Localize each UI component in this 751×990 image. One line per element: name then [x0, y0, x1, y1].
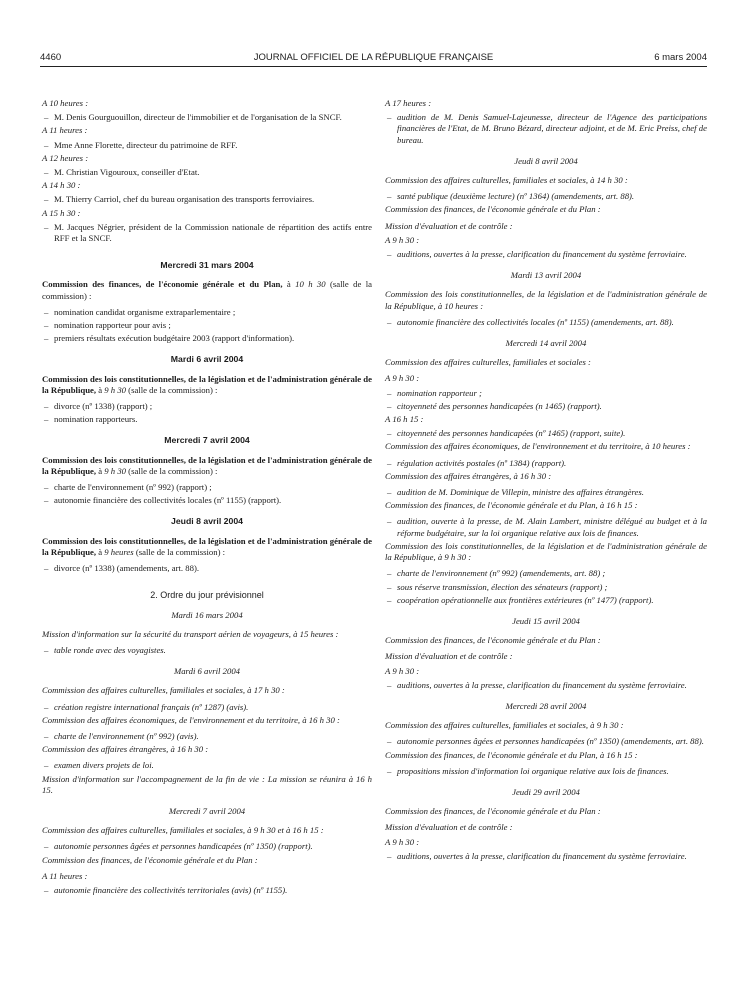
commission-name: Commission des finances, de l'économie générale et du Plan,: [42, 279, 283, 290]
meeting-time: 9 heures: [104, 546, 134, 557]
meeting-time: A 9 h 30 :: [385, 665, 420, 676]
page-number: 4460: [40, 52, 62, 63]
body-title: Commission des lois constitutionnelles, de la législation et de l'administration générale de la République, à 9 h 30 :: [385, 540, 707, 563]
commission-line: [42, 279, 372, 301]
meeting-time: A 9 h 30 :: [385, 836, 420, 847]
hearing-item: – Mme Anne Florette, directeur du patrimoine de RFF.: [42, 140, 372, 151]
body-title: Commission des affaires étrangères, à 16 h 30 :: [42, 744, 209, 755]
agenda-item: – audition, ouverte à la presse, de M. Alain Lambert, ministre délégué au budget et à la réforme budgétaire, sur la loi organique relative aux lois de finances.: [385, 516, 707, 538]
meeting-location: (salle de la commission) :: [42, 279, 372, 301]
agenda-item: – auditions, ouvertes à la presse, clarification du financement du système ferroviaire.: [385, 680, 707, 691]
meeting-time: 9 h 30: [104, 465, 126, 476]
hearing-time: A 15 h 30 :: [42, 207, 81, 218]
body-title: Commission des finances, de l'économie générale et du Plan :: [385, 635, 601, 646]
meeting-time: A 11 heures :: [42, 870, 88, 881]
body-title: Commission des finances, de l'économie générale et du Plan, à 16 h 15 :: [385, 749, 638, 760]
day-heading: Mardi 13 avril 2004: [510, 270, 582, 281]
day-heading: Jeudi 29 avril 2004: [512, 786, 580, 797]
hearing: [42, 125, 372, 150]
meeting-time: 9 h 30: [104, 384, 126, 395]
hearing-item: – M. Denis Gourguouillon, directeur de l'immobilier et de l'organisation de la SNCF.: [42, 112, 372, 123]
meeting-time: 10 h 30: [295, 279, 326, 290]
day-heading: Mercredi 7 avril 2004: [164, 435, 250, 446]
meeting-location: (salle de la commission) :: [126, 384, 218, 395]
day-heading: Mardi 6 avril 2004: [173, 666, 241, 677]
day-heading: Mercredi 31 mars 2004: [160, 260, 254, 271]
agenda-item: – autonomie financière des collectivités territoriales (avis) (nº 1155).: [42, 885, 372, 896]
section-title: 2. Ordre du jour prévisionnel: [150, 590, 264, 601]
day-heading: Mercredi 14 avril 2004: [505, 338, 587, 349]
agenda-item: – audition de M. Dominique de Villepin, ministre des affaires étrangères.: [385, 487, 707, 498]
agenda-item: – coopération opérationnelle aux frontières extérieures (nº 1477) (rapport).: [385, 595, 707, 606]
meeting-time: A 16 h 15 :: [385, 414, 424, 425]
agenda-item: – nomination candidat organisme extraparlementaire ;: [42, 307, 372, 318]
hearing-item: – M. Christian Vigouroux, conseiller d'Etat.: [42, 167, 372, 178]
body-title: Commission des finances, de l'économie générale et du Plan, à 16 h 15 :: [385, 500, 638, 511]
connector-text: à: [96, 546, 105, 557]
commission-name: Commission des lois constitutionnelles, de la législation et de l'administration générale de la République,: [42, 454, 372, 476]
body-title: Commission des affaires culturelles, familiales et sociales, à 9 h 30 et à 16 h 15 :: [42, 825, 324, 836]
connector-text: à: [96, 384, 105, 395]
connector-text: à: [282, 279, 296, 290]
day-heading: Mercredi 28 avril 2004: [505, 700, 587, 711]
agenda-item: – autonomie financière des collectivités locales (nº 1155) (amendements, art. 88).: [385, 317, 707, 328]
hearing: [42, 208, 372, 245]
agenda-item: – autonomie personnes âgées et personnes handicapées (nº 1350) (rapport).: [42, 841, 372, 852]
agenda-item: – examen divers projets de loi.: [42, 760, 372, 771]
agenda-item: – citoyenneté des personnes handicapées (nº 1465) (rapport, suite).: [385, 428, 707, 439]
agenda-item: – nomination rapporteur ;: [385, 388, 707, 399]
meeting-time: A 9 h 30 :: [385, 373, 420, 384]
agenda-item: – charte de l'environnement (nº 992) (avis).: [42, 731, 372, 742]
body-title: Mission d'évaluation et de contrôle :: [385, 220, 513, 231]
left-column: [42, 98, 372, 898]
body-title: Commission des finances, de l'économie générale et du Plan :: [385, 204, 601, 215]
body-title: Mission d'évaluation et de contrôle :: [385, 822, 513, 833]
commission-name: Commission des lois constitutionnelles, de la législation et de l'administration générale de la République,: [42, 373, 372, 395]
right-column: [385, 98, 707, 864]
body-title: Commission des affaires culturelles, familiales et sociales, à 17 h 30 :: [42, 685, 285, 696]
commission-line: [42, 536, 372, 558]
agenda-item: – auditions, ouvertes à la presse, clarification du financement du système ferroviaire.: [385, 851, 707, 862]
agenda-item: – charte de l'environnement (nº 992) (amendements, art. 88) ;: [385, 568, 707, 579]
agenda-item: – auditions, ouvertes à la presse, clarification du financement du système ferroviaire.: [385, 249, 707, 260]
day-heading: Jeudi 8 avril 2004: [514, 155, 578, 166]
hearing-time: A 14 h 30 :: [42, 180, 81, 191]
body-title: Mission d'information sur la sécurité du transport aérien de voyageurs, à 15 heures :: [42, 628, 339, 639]
hearing: [42, 153, 372, 178]
agenda-item: – divorce (nº 1338) (rapport) ;: [42, 401, 372, 412]
body-title: Commission des affaires économiques, de l'environnement et du territoire, à 10 heures :: [385, 441, 691, 452]
meeting-location: (salle de la commission) :: [126, 465, 218, 476]
day-heading: Mardi 16 mars 2004: [171, 609, 243, 620]
commission-line: [42, 455, 372, 477]
body-title: Commission des affaires étrangères, à 16 h 30 :: [385, 470, 552, 481]
hearing-item: – M. Thierry Carriol, chef du bureau organisation des transports ferroviaires.: [42, 194, 372, 205]
body-title: Commission des finances, de l'économie générale et du Plan :: [42, 854, 258, 865]
day-heading: Mardi 6 avril 2004: [170, 354, 244, 365]
commission-line: [42, 374, 372, 396]
body-title: Mission d'évaluation et de contrôle :: [385, 651, 513, 662]
agenda-item: – autonomie financière des collectivités locales (nº 1155) (rapport).: [42, 495, 372, 506]
hearing-time: A 10 heures :: [42, 98, 89, 108]
body-title: Commission des affaires économiques, de l'environnement et du territoire, à 16 h 30 :: [42, 714, 340, 725]
agenda-item: – table ronde avec des voyagistes.: [42, 645, 372, 656]
hearing-time: A 12 heures :: [42, 152, 89, 163]
agenda-item: – nomination rapporteur pour avis ;: [42, 320, 372, 331]
agenda-item: – santé publique (deuxième lecture) (nº 1364) (amendements, art. 88).: [385, 191, 707, 202]
hearing: [42, 180, 372, 205]
body-title: Commission des affaires culturelles, familiales et sociales :: [385, 357, 591, 368]
agenda-item: – création registre international français (nº 1287) (avis).: [42, 702, 372, 713]
agenda-item: – nomination rapporteurs.: [42, 414, 372, 425]
agenda-item: – premiers résultats exécution budgétaire 2003 (rapport d'information).: [42, 333, 372, 344]
meeting-time: A 9 h 30 :: [385, 234, 420, 245]
commission-name: Commission des lois constitutionnelles, de la législation et de l'administration générale de la République,: [42, 535, 372, 557]
day-heading: Jeudi 8 avril 2004: [171, 516, 243, 527]
agenda-item: – propositions mission d'information loi organique relative aux lois de finances.: [385, 766, 707, 777]
agenda-item: – autonomie personnes âgées et personnes handicapées (nº 1350) (amendements, art. 88).: [385, 736, 707, 747]
page-header: [40, 50, 707, 67]
body-title: Commission des affaires culturelles, familiales et sociales, à 14 h 30 :: [385, 175, 628, 186]
agenda-item: – audition de M. Denis Samuel-Lajeunesse, directeur de l'Agence des participations financières de l'Etat, de M. Bruno Bézard, directeur adjoint, et de M. Eric Preiss, chef de bureau.: [385, 112, 707, 146]
body-title: Commission des lois constitutionnelles, de la législation et de l'administration générale de la République, à 10 heures :: [385, 289, 707, 311]
hearing-time: A 11 heures :: [42, 125, 88, 136]
hearing-list: [42, 98, 372, 244]
agenda-item: – charte de l'environnement (nº 992) (rapport) ;: [42, 482, 372, 493]
body-title: Commission des finances, de l'économie générale et du Plan :: [385, 806, 601, 817]
hearing-item: – M. Jacques Négrier, président de la Commission nationale de répartition des actifs entre RFF et la SNCF.: [42, 222, 372, 244]
connector-text: à: [96, 465, 105, 476]
agenda-item: – régulation activités postales (nº 1384) (rapport).: [385, 458, 707, 469]
body-title: Commission des affaires culturelles, familiales et sociales, à 9 h 30 :: [385, 720, 624, 731]
meeting-time: A 17 heures :: [385, 98, 432, 108]
agenda-item: – sous réserve transmission, élection des sénateurs (rapport) ;: [385, 582, 707, 593]
day-heading: Jeudi 15 avril 2004: [512, 615, 580, 626]
body-title: Mission d'information sur l'accompagnement de la fin de vie : La mission se réunira à 16 h 15.: [42, 773, 372, 795]
agenda-item: – divorce (nº 1338) (amendements, art. 88).: [42, 563, 372, 574]
hearing: [42, 98, 372, 123]
agenda-item: – citoyenneté des personnes handicapées (n 1465) (rapport).: [385, 401, 707, 412]
issue-date: 6 mars 2004: [654, 52, 707, 63]
meeting-location: (salle de la commission) :: [133, 546, 226, 557]
day-heading: Mercredi 7 avril 2004: [168, 805, 246, 816]
journal-title: JOURNAL OFFICIEL DE LA RÉPUBLIQUE FRANÇAISE: [253, 52, 494, 63]
